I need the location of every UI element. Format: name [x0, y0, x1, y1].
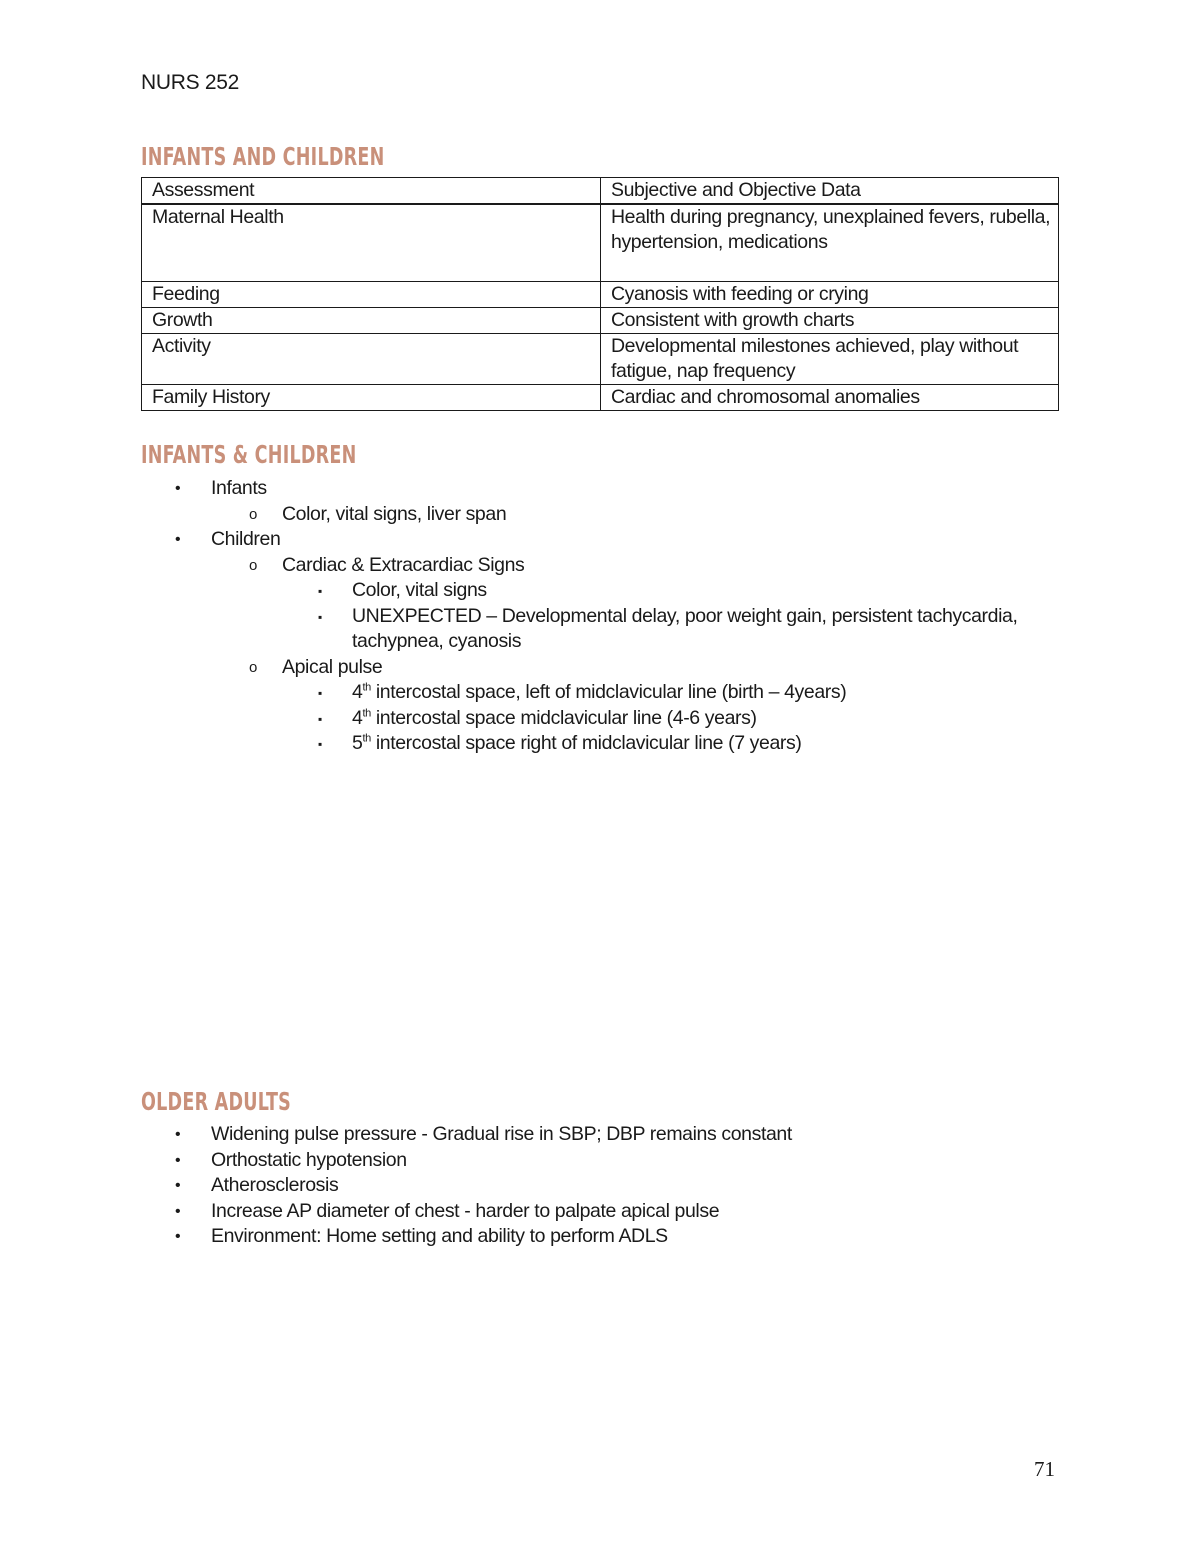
infants-children-list — [0, 476, 1032, 757]
section-heading-older-adults: OLDER ADULTS — [141, 1087, 292, 1116]
list-item — [0, 604, 1032, 655]
list-item-label: intercostal space midclavicular line (4-6 years) — [370, 706, 757, 729]
circle-bullet-icon: o — [249, 505, 257, 523]
list-item-label: Infants — [211, 477, 267, 499]
list-item-label: Cardiac & Extracardiac Signs — [282, 553, 525, 576]
list-item — [0, 680, 1032, 706]
page-header: NURS 252 — [141, 71, 239, 94]
list-item-label: Apical pulse — [282, 655, 383, 678]
list-item — [0, 553, 1032, 579]
table-row — [142, 334, 1059, 385]
section-heading-infants-and-children: INFANTS AND CHILDREN — [141, 142, 385, 171]
table-cell-data: Consistent with growth charts — [601, 308, 1059, 334]
square-bullet-icon: ▪ — [318, 737, 322, 751]
list-item-label: UNEXPECTED – Developmental delay, poor weight gain, persistent tachycardia, tachypnea, cyanosis — [352, 604, 1018, 652]
list-item — [0, 1199, 792, 1225]
assessment-table — [141, 177, 1059, 411]
table-header-row — [142, 178, 1059, 205]
list-item — [0, 706, 1032, 732]
square-bullet-icon: ▪ — [318, 711, 322, 726]
circle-bullet-icon: o — [249, 556, 257, 574]
bullet-icon: • — [175, 480, 181, 497]
square-bullet-icon: ▪ — [318, 584, 322, 598]
table-cell-data: Developmental milestones achieved, play without fatigue, nap frequency — [601, 334, 1059, 385]
bullet-icon: • — [175, 531, 181, 548]
list-item-label: Orthostatic hypotension — [211, 1148, 407, 1171]
bullet-icon: • — [175, 1126, 181, 1143]
list-item — [0, 655, 1032, 681]
table-row — [142, 204, 1059, 282]
list-item-label: Widening pulse pressure - Gradual rise in SBP; DBP remains constant — [211, 1123, 792, 1145]
ordinal-suffix: th — [362, 732, 371, 745]
older-adults-list — [0, 1122, 792, 1250]
list-item — [0, 578, 1032, 604]
section-heading-infants-children: INFANTS & CHILDREN — [141, 440, 357, 469]
ordinal-suffix: th — [362, 681, 371, 694]
table-cell-assessment: Growth — [142, 308, 601, 334]
table-row — [142, 385, 1059, 411]
ordinal-number: 4 — [352, 681, 363, 703]
list-item-label: intercostal space right of midclavicular line (7 years) — [370, 732, 802, 754]
list-item — [0, 731, 1032, 757]
list-item-label: Color, vital signs — [352, 579, 487, 601]
bullet-icon: • — [175, 1151, 181, 1169]
table-cell-assessment: Feeding — [142, 282, 601, 308]
table-cell-assessment: Activity — [142, 334, 601, 385]
list-item-label: Increase AP diameter of chest - harder to palpate apical pulse — [211, 1199, 720, 1222]
square-bullet-icon: ▪ — [318, 686, 322, 700]
bullet-icon: • — [175, 1177, 181, 1194]
list-item-label: Color, vital signs, liver span — [282, 502, 507, 525]
list-item — [0, 1173, 792, 1199]
ordinal-number: 5 — [352, 732, 363, 754]
list-item-label: intercostal space, left of midclavicular line (birth – 4years) — [370, 681, 847, 703]
table-cell-data: Health during pregnancy, unexplained fevers, rubella, hypertension, medications — [601, 204, 1059, 282]
table-cell-assessment: Family History — [142, 385, 601, 411]
list-item-label: Children — [211, 528, 281, 550]
table-row — [142, 308, 1059, 334]
list-item-label: Atherosclerosis — [211, 1174, 339, 1196]
bullet-icon: • — [175, 1228, 181, 1245]
list-item — [0, 1148, 792, 1174]
list-item — [0, 502, 1032, 528]
page-number: 71 — [1034, 1457, 1055, 1481]
table-cell-data: Cyanosis with feeding or crying — [601, 282, 1059, 308]
square-bullet-icon: ▪ — [318, 609, 322, 624]
circle-bullet-icon: o — [249, 658, 257, 676]
table-row — [142, 282, 1059, 308]
list-item — [0, 1122, 792, 1148]
table-cell-data: Cardiac and chromosomal anomalies — [601, 385, 1059, 411]
table-cell-assessment: Maternal Health — [142, 204, 601, 282]
bullet-icon: • — [175, 1202, 181, 1220]
list-item — [0, 527, 1032, 553]
list-item — [0, 1224, 792, 1250]
ordinal-number: 4 — [352, 706, 363, 729]
column-header-assessment: Assessment — [142, 178, 601, 205]
column-header-data: Subjective and Objective Data — [601, 178, 1059, 205]
list-item — [0, 476, 1032, 502]
ordinal-suffix: th — [362, 707, 371, 719]
list-item-label: Environment: Home setting and ability to perform ADLS — [211, 1225, 668, 1247]
